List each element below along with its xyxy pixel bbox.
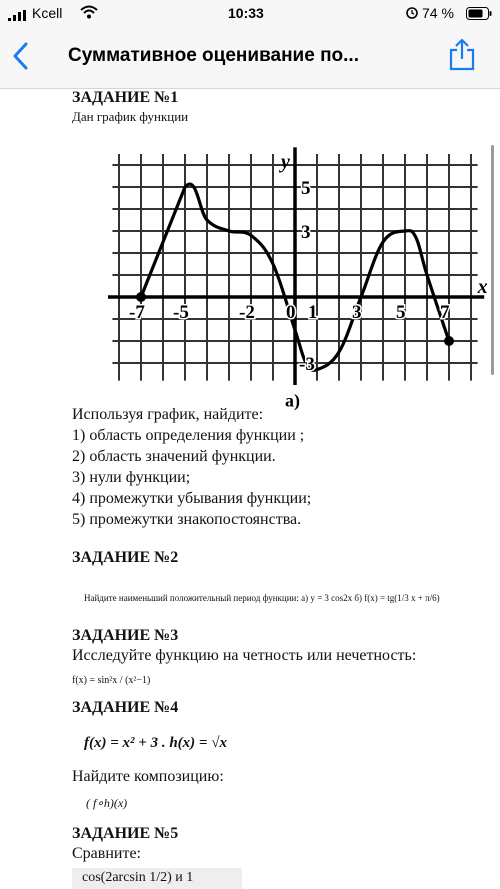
signal-icon <box>8 8 26 24</box>
task2-heading: ЗАДАНИЕ №2 <box>72 549 179 566</box>
tick-label-x: -7 <box>129 302 145 323</box>
page-title: Суммативное оценивание по... <box>68 45 359 66</box>
axis-label-x: x <box>477 276 488 298</box>
task1-heading: ЗАДАНИЕ №1 <box>72 89 179 106</box>
task1-question: 4) промежутки убывания функции; <box>72 490 312 507</box>
task3-formula: f(x) = sin²x / (x²−1) <box>72 675 151 686</box>
task3-heading: ЗАДАНИЕ №3 <box>72 627 179 644</box>
task1-question: 1) область определения функции ; <box>72 427 305 444</box>
endpoint-left <box>136 292 146 302</box>
task5-text: Сравните: <box>72 845 141 862</box>
task4-formula: f(x) = x² + 3 . h(x) = √x <box>84 735 227 751</box>
function-graph <box>60 122 488 412</box>
task2-text: Найдите наименьший положительный период функции: а) y = 3 cos2x б) f(x) = tg(1/3 x + π/6) <box>84 593 440 603</box>
tick-label-y: -3 <box>299 354 315 375</box>
task4-composition: ( f∘h)(x) <box>86 796 128 810</box>
status-bar <box>0 0 500 26</box>
tick-label-x: -2 <box>239 302 255 323</box>
navigation-bar <box>0 26 500 89</box>
task1-intro: Дан график функции <box>72 109 189 124</box>
graph-caption: а) <box>285 390 300 411</box>
tick-label-x: -5 <box>173 302 189 323</box>
tick-label-y: 3 <box>301 222 311 243</box>
clock: 10:33 <box>228 5 264 21</box>
battery-icon <box>466 7 493 23</box>
task4-text: Найдите композицию: <box>72 768 224 785</box>
tick-label-x: 5 <box>396 302 406 323</box>
task1-question: 5) промежутки знакопостоянства. <box>72 511 302 528</box>
scrollbar[interactable] <box>491 145 494 375</box>
task5-formula: cos(2arcsin 1/2) и 1 <box>82 870 194 885</box>
task4-heading: ЗАДАНИЕ №4 <box>72 699 179 716</box>
tick-label-x: 3 <box>352 302 362 323</box>
tick-label-x: 0 <box>286 302 296 323</box>
back-chevron-icon[interactable] <box>10 41 30 76</box>
task3-text: Исследуйте функцию на четность или нечетность: <box>72 647 417 664</box>
document-page <box>0 89 500 889</box>
battery-percent: 74 % <box>422 5 454 21</box>
task1-question-intro: Используя график, найдите: <box>72 406 264 423</box>
alarm-icon <box>405 5 419 22</box>
task1-question: 3) нули функции; <box>72 469 191 486</box>
axis-label-y: y <box>281 151 290 173</box>
task5-formula-box <box>72 868 242 889</box>
task1-question: 2) область значений функции. <box>72 448 276 465</box>
tick-label-x: 1 <box>308 302 318 323</box>
tick-label-x: 7 <box>440 302 450 323</box>
task5-heading: ЗАДАНИЕ №5 <box>72 825 179 842</box>
endpoint-right <box>444 336 454 346</box>
share-icon[interactable] <box>448 38 476 77</box>
carrier-name: Kcell <box>32 5 63 21</box>
tick-label-y: 5 <box>301 178 311 199</box>
wifi-icon <box>80 5 98 22</box>
